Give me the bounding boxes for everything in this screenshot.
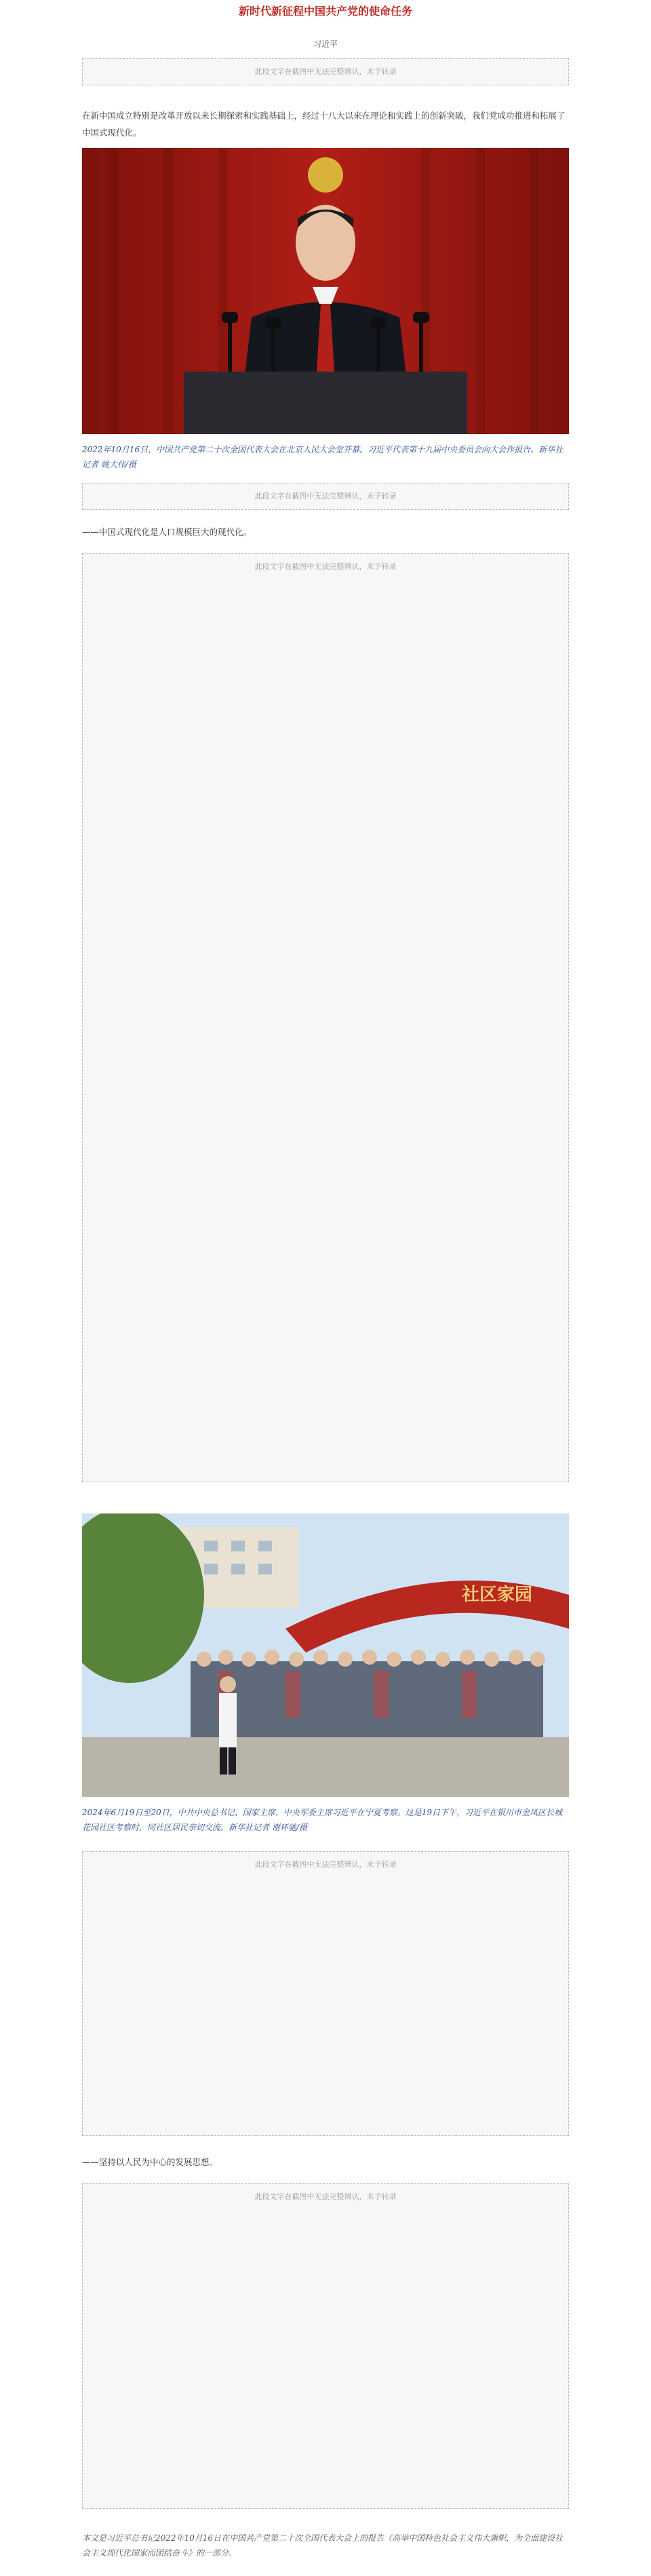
national-emblem-icon [308, 157, 343, 193]
congress-photo-illustration [82, 148, 569, 434]
unreadable-text-block-placeholder: 此段文字在截图中无法完整辨认，未予转录 [82, 1851, 569, 2136]
body-paragraph: ——坚持以人民为中心的发展思想。 [82, 2157, 218, 2167]
crowd [191, 1650, 545, 1737]
body-paragraph: ——中国式现代化是人口规模巨大的现代化。 [82, 527, 252, 537]
body-paragraph: 在新中国成立特别是改革开放以来长期探索和实践基础上，经过十八大以来在理论和实践上的创新突破，我们党成功推进和拓展了中国式现代化。 [82, 111, 566, 138]
article-author: 习近平 [313, 39, 338, 49]
unreadable-paragraph-placeholder: 此段文字在截图中无法完整辨认，未予转录 [82, 483, 569, 510]
community-visit-photo [82, 1513, 569, 1797]
congress-photo [82, 148, 569, 434]
paved-square [82, 1737, 569, 1797]
unreadable-text-block-placeholder: 此段文字在截图中无法完整辨认，未予转录 [82, 2183, 569, 2509]
community-photo-caption: 2024年6月19日至20日，中共中央总书记、国家主席、中央军委主席习近平在宁夏考察。这是19日下午，习近平在银川市金凤区长城花园社区考察时，同社区居民亲切交流。新华社记者 谢环驰/摄 [82, 1808, 562, 1832]
unreadable-paragraph-placeholder: 此段文字在截图中无法完整辨认，未予转录 [82, 58, 569, 85]
article-source-note: 本文是习近平总书记2022年10月16日在中国共产党第二十次全国代表大会上的报告《高举中国特色社会主义伟大旗帜，为全面建设社会主义现代化国家而团结奋斗》的一部分。 [82, 2533, 564, 2558]
community-visit-photo-illustration [82, 1513, 569, 1797]
community-sign-text: 社区家园 [462, 1585, 533, 1605]
unreadable-text-block-placeholder: 此段文字在截图中无法完整辨认，未予转录 [82, 553, 569, 1482]
congress-photo-caption: 2022年10月16日，中国共产党第二十次全国代表大会在北京人民大会堂开幕。习近平代表第十九届中央委员会向大会作报告。新华社记者 姚大伟/摄 [82, 445, 564, 469]
article-headline: 新时代新征程中国共产党的使命任务 [238, 5, 412, 18]
podium [184, 372, 467, 434]
